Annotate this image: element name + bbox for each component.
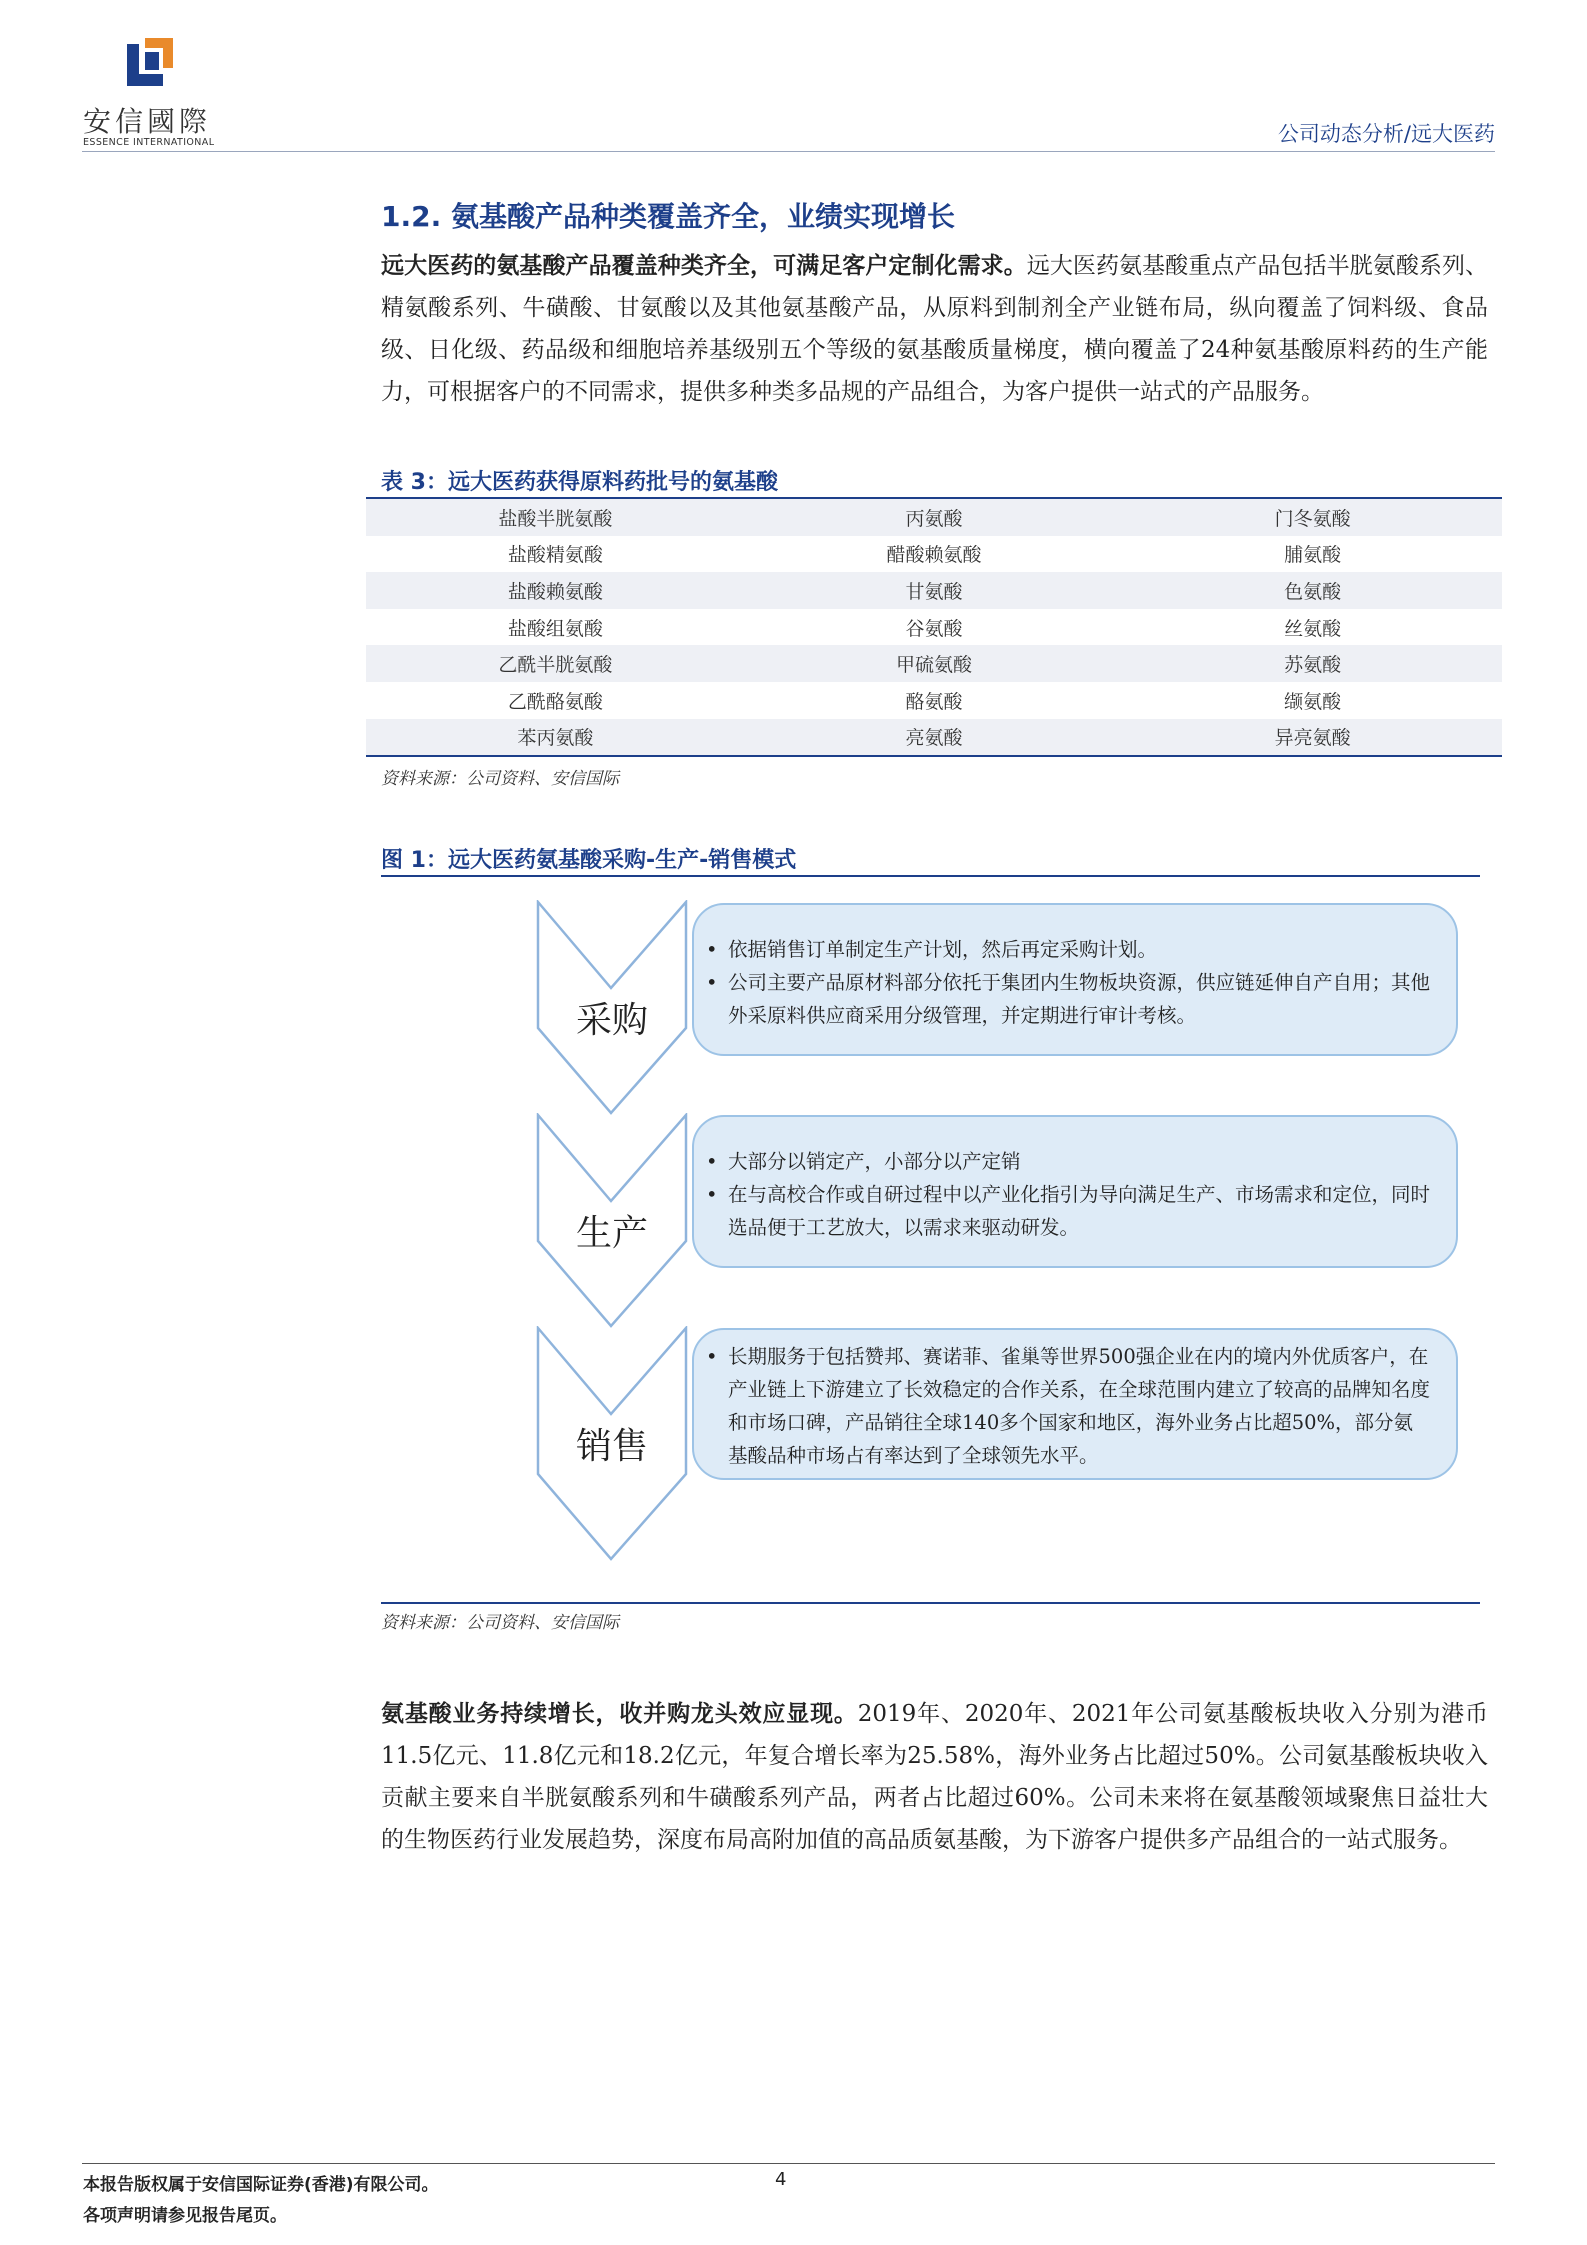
table-cell: 谷氨酸: [905, 617, 963, 640]
figure-source: 资料来源：公司资料、安信国际: [381, 1613, 619, 1633]
table-row: [366, 499, 1502, 536]
table-cell: 盐酸半胱氨酸: [498, 507, 613, 530]
stage-bullet: • 公司主要产品原材料部分依托于集团内生物板块资源，供应链延伸自产自用；其他外采原料供应商采用分级管理，并定期进行审计考核。: [704, 966, 1432, 1032]
footer-disclaimer: [83, 2170, 439, 2232]
logo-text-en: ESSENCE INTERNATIONAL: [83, 137, 215, 148]
table-row: [366, 536, 1502, 573]
page-number: 4: [775, 2169, 787, 2190]
footer-divider: [82, 2163, 1495, 2164]
stage-label: 销售: [575, 1426, 648, 1467]
table-cell: 门冬氨酸: [1274, 507, 1351, 530]
table-cell: 乙酰酪氨酸: [507, 690, 603, 713]
company-logo: [83, 34, 223, 152]
stage-bullet: • 大部分以销定产，小部分以产定销: [704, 1145, 1432, 1178]
footer-line-2: 各项声明请参见报告尾页。: [83, 2206, 287, 2226]
logo-mark-icon: [123, 34, 177, 90]
table-source: 资料来源：公司资料、安信国际: [381, 769, 619, 789]
table-cell: 盐酸精氨酸: [507, 544, 603, 567]
table-row: [366, 609, 1502, 646]
table-cell: 甲硫氨酸: [896, 654, 973, 677]
table-row: [366, 645, 1502, 682]
paragraph-2-lead: 氨基酸业务持续增长，收并购龙头效应显现。: [381, 1700, 858, 1727]
table-cell: 苏氨酸: [1284, 654, 1342, 677]
table-cell: 乙酰半胱氨酸: [498, 654, 613, 677]
stage-label: 采购: [575, 1000, 648, 1041]
stage-chevron-sales: [536, 1326, 688, 1561]
table-cell: 苯丙氨酸: [517, 727, 594, 750]
table-cell: 亮氨酸: [905, 727, 963, 750]
stage-box-production: [692, 1115, 1458, 1268]
report-tag: 公司动态分析/远大医药: [1277, 122, 1495, 146]
table-cell: 醋酸赖氨酸: [886, 544, 982, 567]
table-cell: 丝氨酸: [1284, 617, 1342, 640]
table-cell: 色氨酸: [1284, 580, 1342, 603]
paragraph-2-body: 2019年、2020年、2021年公司氨基酸板块收入分别为港币11.5亿元、11.8亿元和18.2亿元，年复合增长率为25.58%，海外业务占比超过50%。公司氨基酸板块收入贡献主要来自半胱氨酸系列和牛磺酸系列产品，两者占比超过60%。公司未来将在氨基酸领域聚焦日益壮大的生物医药行业发展趋势，深度布局高附加值的高品质氨基酸，为下游客户提供多产品组合的一站式服务。: [381, 1701, 1488, 1853]
table-row: [366, 682, 1502, 719]
stage-bullet: • 在与高校合作或自研过程中以产业化指引为导向满足生产、市场需求和定位，同时选品便于工艺放大，以需求来驱动研发。: [704, 1178, 1432, 1244]
table-row: [366, 719, 1502, 756]
header-divider: [82, 151, 1495, 152]
stage-box-procurement: [692, 903, 1458, 1056]
paragraph-1: [381, 245, 1488, 413]
stage-box-sales: [692, 1328, 1458, 1480]
table-cell: 脯氨酸: [1284, 544, 1342, 567]
footer-line-1: 本报告版权属于安信国际证券(香港)有限公司。: [83, 2175, 439, 2195]
stage-label: 生产: [575, 1213, 648, 1254]
stage-chevron-procurement: [536, 900, 688, 1115]
stage-bullet: • 长期服务于包括赞邦、赛诺菲、雀巢等世界500强企业在内的境内外优质客户，在产业链上下游建立了长效稳定的合作关系，在全球范围内建立了较高的品牌知名度和市场口碑，产品销往全球140多个国家和地区，海外业务占比超50%，部分氨基酸品种市场占有率达到了全球领先水平。: [704, 1340, 1432, 1472]
paragraph-2: [381, 1693, 1488, 1861]
table-cell: 丙氨酸: [905, 507, 963, 530]
table-cell: 酪氨酸: [905, 690, 963, 713]
paragraph-1-lead: 远大医药的氨基酸产品覆盖种类齐全，可满足客户定制化需求。: [381, 252, 1027, 279]
stage-bullet: • 依据销售订单制定生产计划，然后再定采购计划。: [704, 933, 1432, 966]
table-cell: 异亮氨酸: [1274, 727, 1351, 750]
section-title: 1.2. 氨基酸产品种类覆盖齐全，业绩实现增长: [381, 200, 955, 233]
table-row: [366, 572, 1502, 609]
figure-bottom-rule: [381, 1602, 1480, 1604]
figure-title: 图 1：远大医药氨基酸采购-生产-销售模式: [381, 848, 797, 873]
stage-chevron-production: [536, 1113, 688, 1328]
table-cell: 甘氨酸: [905, 580, 963, 603]
logo-text-cn: 安信國際: [83, 105, 212, 138]
figure-top-rule: [381, 875, 1480, 877]
table-cell: 盐酸组氨酸: [507, 617, 603, 640]
table-cell: 缬氨酸: [1284, 690, 1342, 713]
table-title: 表 3：远大医药获得原料药批号的氨基酸: [381, 470, 778, 495]
amino-acid-table: [366, 497, 1502, 757]
paragraph-1-body: 远大医药氨基酸重点产品包括半胱氨酸系列、精氨酸系列、牛磺酸、甘氨酸以及其他氨基酸产品，从原料到制剂全产业链布局，纵向覆盖了饲料级、食品级、日化级、药品级和细胞培养基级别五个等级的氨基酸质量梯度，横向覆盖了24种氨基酸原料药的生产能力，可根据客户的不同需求，提供多种类多品规的产品组合，为客户提供一站式的产品服务。: [381, 253, 1489, 405]
table-cell: 盐酸赖氨酸: [507, 580, 603, 603]
